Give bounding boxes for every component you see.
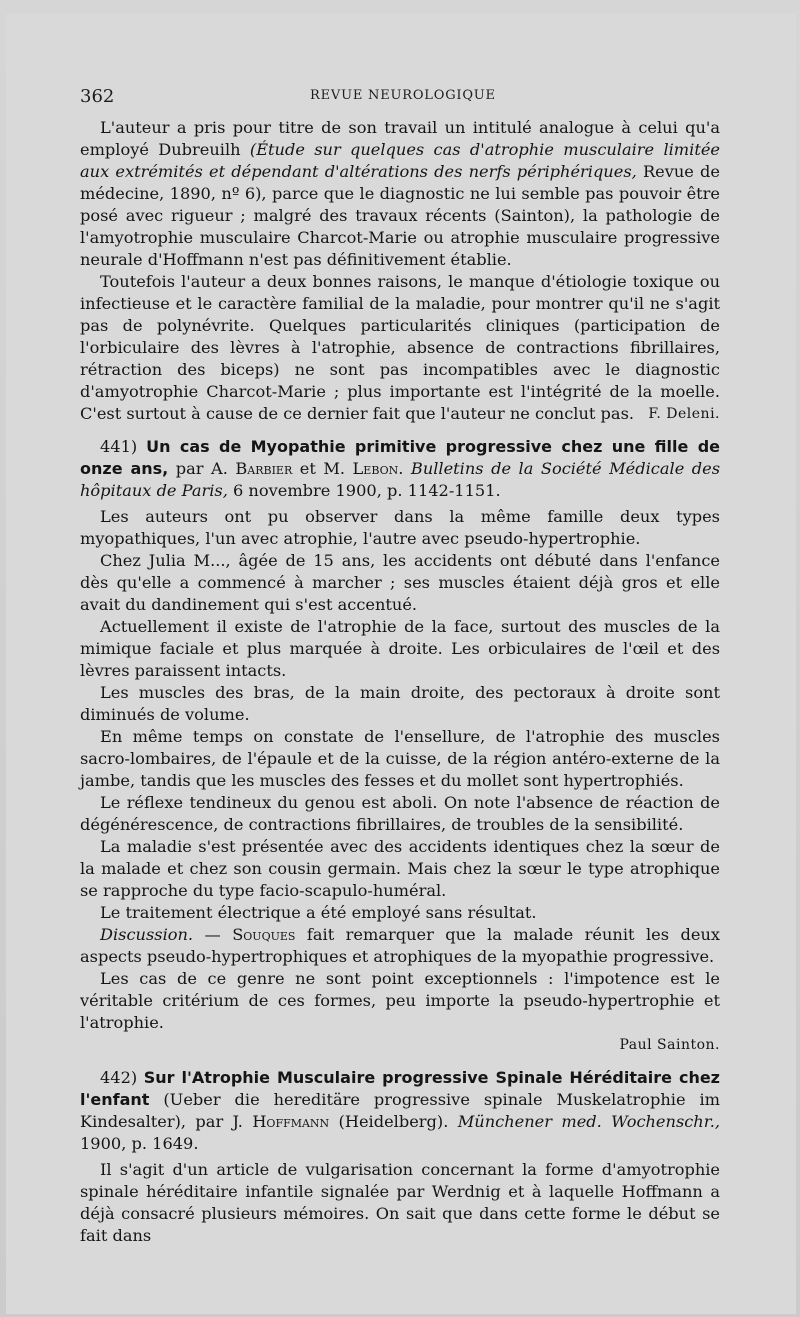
cited-journal: Münchener med. Wochenschr., <box>457 1112 720 1131</box>
reviewer-signature: Paul Sainton. <box>619 1037 720 1053</box>
review-paragraph: L'auteur a pris pour titre de son travail un intitulé analogue à celui qu'a employé Dubreuilh (Étude sur quelques cas d'atrophie musculaire limitée aux extrémités et dépendant d'altérations des nerfs périphériques, Revue de médecine, 1890, nº 6), parce que le diagnostic ne lui semble pas pouvoir être posé avec rigueur ; malgré des travaux récents (Sainton), la pathologie de l'amyotrophie musculaire Charcot-Marie ou atrophie musculaire progressive neurale d'Hoffmann n'est pas définitivement établie. <box>80 118 720 269</box>
author-name: Barbier <box>235 459 293 478</box>
entry-title: Sur l'Atrophie Musculaire progressive Spinale Héréditaire chez l'enfant <box>80 1068 720 1109</box>
paragraph: Les cas de ce genre ne sont point exceptionnels : l'impotence est le véritable critérium de ces formes, peu importe la pseudo-hypertrophie et l'atrophie. <box>80 969 720 1032</box>
entry-heading-442: 442) Sur l'Atrophie Musculaire progressive Spinale Héréditaire chez l'enfant (Ueber die hereditäre progressive spinale Muskelatrophie im Kindesalter), par J. Hoffmann (Heidelberg). Münchener med. Wochenschr., 1900, p. 1649. <box>80 1068 720 1153</box>
paragraph: Les muscles des bras, de la main droite, des pectoraux à droite sont diminués de volume. <box>80 683 720 724</box>
review-paragraph: Toutefois l'auteur a deux bonnes raisons, le manque d'étiologie toxique ou infectieuse et le caractère familial de la maladie, pour montrer qu'il ne s'agit pas de polynévrite. Quelques particularités cliniques (participation de l'orbiculaire des lèvres à l'atrophie, absence de contractions fibrillaires, rétraction des biceps) ne sont pas incompatibles avec le diagnostic d'amyotrophie Charcot-Marie ; plus importante est l'intégrité de la moelle. C'est surtout à cause de ce dernier fait que l'auteur ne conclut pas. <box>80 272 720 423</box>
cited-work: (Étude sur quelques cas d'atrophie musculaire limitée aux extrémités et dépendant d'altérations des nerfs périphériques, <box>80 140 720 181</box>
reviewer-signature: F. Deleni. <box>648 406 720 422</box>
discussion-paragraph: Discussion. — Souques fait remarquer que la malade réunit les deux aspects pseudo-hypertrophiques et atrophiques de la myopathie progressive. <box>80 925 720 966</box>
journal-title: REVUE NEUROLOGIQUE <box>310 88 496 103</box>
cited-journal: Bulletins de la Société Médicale des hôpitaux de Paris, <box>80 459 721 500</box>
paragraph: En même temps on constate de l'ensellure, de l'atrophie des muscles sacro-lombaires, de l'épaule et de la cuisse, de la région antéro-externe de la jambe, tandis que les muscles des fesses et du mollet sont hypertrophiés. <box>80 727 720 790</box>
paragraph: La maladie s'est présentée avec des accidents identiques chez la sœur de la malade et chez son cousin germain. Mais chez la sœur le type atrophique se rapproche du type facio-scapulo-huméral. <box>80 837 720 900</box>
author-name: Hoffmann <box>252 1112 330 1131</box>
page-number: 362 <box>80 86 115 107</box>
paragraph: Il s'agit d'un article de vulgarisation concernant la forme d'amyotrophie spinale héréditaire infantile signalée par Werdnig et à laquelle Hoffmann a déjà consacré plusieurs mémoires. On sait que dans cette forme le début se fait dans <box>80 1160 720 1245</box>
paragraph: Le réflexe tendineux du genou est aboli. On note l'absence de réaction de dégénérescence, de contractions fibrillaires, de troubles de la sensibilité. <box>80 793 720 834</box>
running-head <box>80 86 720 110</box>
paragraph: Le traitement électrique a été employé sans résultat. <box>100 903 537 922</box>
author-name: Lebon <box>352 459 399 478</box>
entry-heading-441: 441) Un cas de Myopathie primitive progressive chez une fille de onze ans, par A. Barbier et M. Lebon. Bulletins de la Société Médicale des hôpitaux de Paris, 6 novembre 1900, p. 1142-1151. <box>80 437 721 500</box>
paragraph: Chez Julia M..., âgée de 15 ans, les accidents ont débuté dans l'enfance dès qu'elle a commencé à marcher ; ses muscles étaient déjà gros et elle avait du dandinement qui s'est accentué. <box>80 551 720 614</box>
paragraph: Actuellement il existe de l'atrophie de la face, surtout des muscles de la mimique faciale et plus marquée à droite. Les orbiculaires de l'œil et des lèvres paraissent intacts. <box>80 617 720 680</box>
author-name: Souques <box>232 925 296 944</box>
paragraph: Les auteurs ont pu observer dans la même famille deux types myopathiques, l'un avec atrophie, l'autre avec pseudo-hypertrophie. <box>80 507 720 548</box>
entry-title: Un cas de Myopathie primitive progressive chez une fille de onze ans, <box>80 437 720 478</box>
page-body <box>80 117 720 1247</box>
